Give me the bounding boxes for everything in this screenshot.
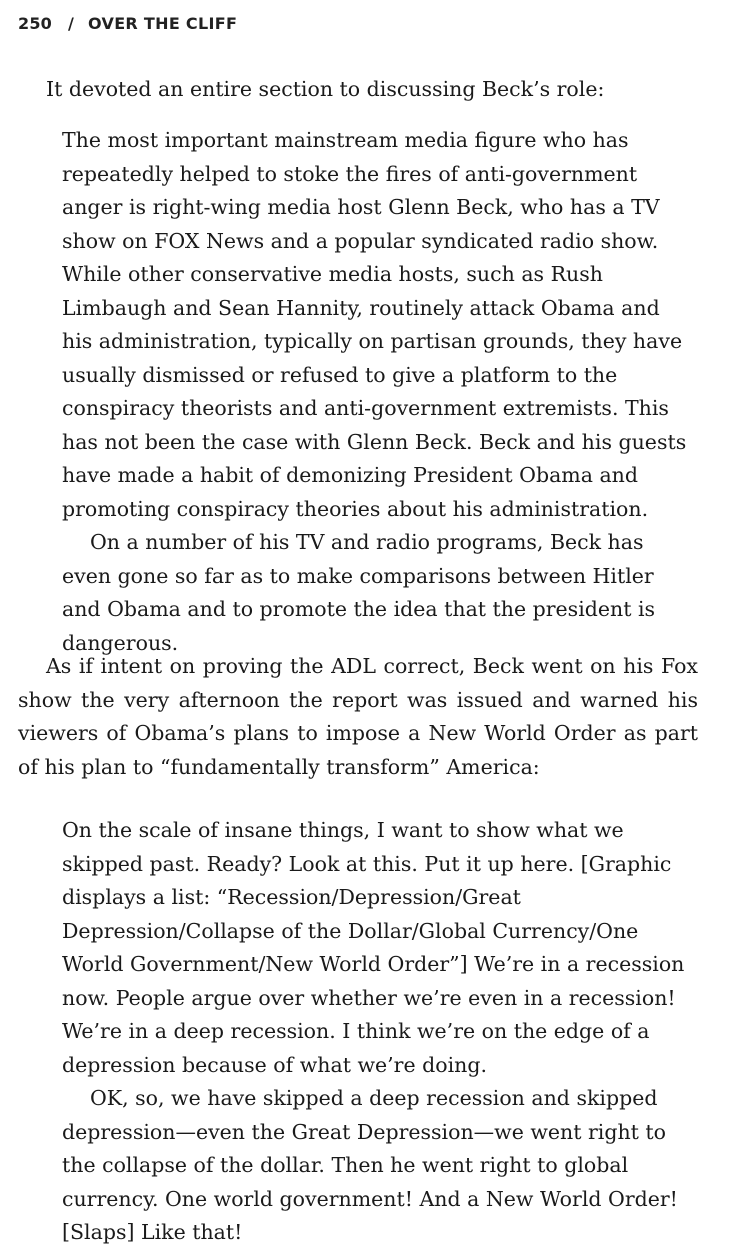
running-head: [18, 10, 237, 36]
quote-paragraph: On the scale of insane things, I want to show what we skipped past. Ready? Look at this. Put it up here. [Graphic displays a list: “Recession/Depression/Great Depression/Collapse of the Dollar/Global Currency/One World Government/New World Order”] We’re in a recession now. People argue over whether we’re even in a recession! We’re in a deep recession. I think we’re on the edge of a depression because of what we’re doing.: [62, 818, 685, 1077]
block-quote-adl: [62, 124, 692, 660]
intro-line: It devoted an entire section to discussing Beck’s role:: [46, 77, 605, 101]
block-quote-beck: [62, 814, 692, 1250]
quote-paragraph: The most important mainstream media figure who has repeatedly helped to stoke the fires of anti-government anger is right-wing media host Glenn Beck, who has a TV show on FOX News and a popular syndicated radio show. While other conservative media hosts, such as Rush Limbaugh and Sean Hannity, routinely attack Obama and his administration, typically on partisan grounds, they have usually dismissed or refused to give a platform to the conspiracy theorists and anti-government extremists. This has not been the case with Glenn Beck. Beck and his guests have made a habit of demonizing President Obama and promoting conspiracy theories about his administration.: [62, 128, 687, 521]
quote-paragraph: On a number of his TV and radio programs, Beck has even gone so far as to make comparisons between Hitler and Obama and to promote the idea that the president is dangerous.: [62, 530, 656, 655]
page-number: 250: [18, 13, 52, 33]
book-title: OVER THE CLIFF: [88, 13, 238, 33]
header-separator: /: [68, 13, 75, 33]
quote-paragraph: OK, so, we have skipped a deep recession and skipped depression—even the Great Depression—we went right to the collapse of the dollar. Then he went right to global currency. One world government! And a New World Order! [Slaps] Like that!: [62, 1086, 678, 1244]
body-paragraph: As if intent on proving the ADL correct, Beck went on his Fox show the very afternoon the report was issued and warned his viewers of Obama’s plans to impose a New World Order as part of his plan to “fundamentally transform” America:: [18, 654, 698, 779]
